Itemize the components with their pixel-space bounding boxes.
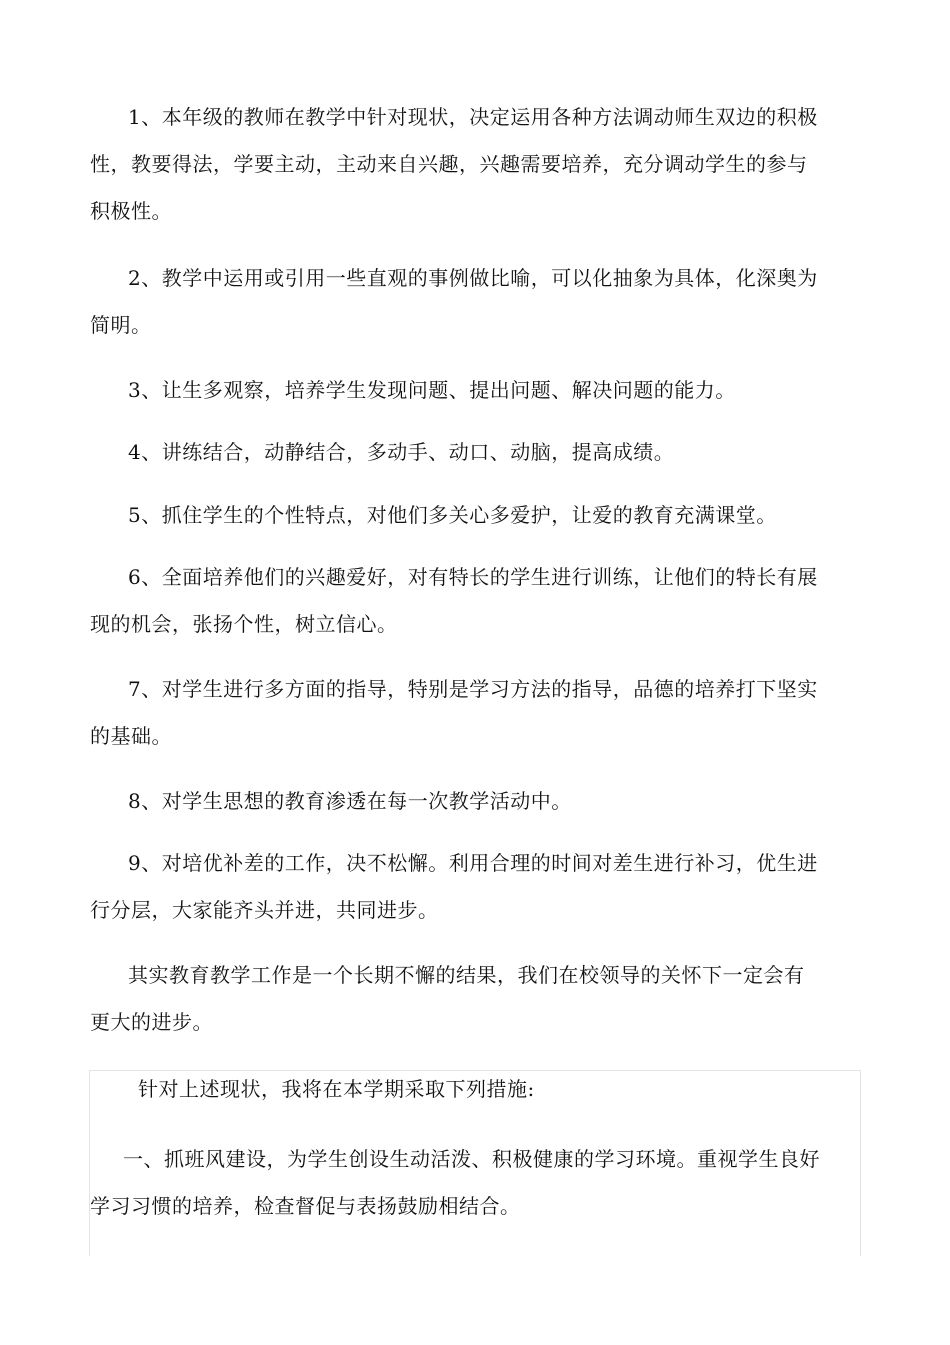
measures-box: [89, 1070, 861, 1256]
paragraph-2: 2、教学中运用或引用一些直观的事例做比喻，可以化抽象为具体，化深奥为简明。: [90, 266, 818, 337]
paragraph-6: 6、全面培养他们的兴趣爱好，对有特长的学生进行训练，让他们的特长有展现的机会，张扬个性，树立信心。: [90, 565, 818, 636]
paragraph-5: 5、抓住学生的个性特点，对他们多关心多爱护，让爱的教育充满课堂。: [128, 503, 777, 527]
measure-item-1: 一、抓班风建设，为学生创设生动活泼、积极健康的学习环境。重视学生良好学习习惯的培养，检查督促与表扬鼓励相结合。: [90, 1147, 820, 1218]
paragraph-3: 3、让生多观察，培养学生发现问题、提出问题、解决问题的能力。: [128, 378, 736, 402]
paragraph-8: 8、对学生思想的教育渗透在每一次教学活动中。: [128, 789, 572, 813]
paragraph-1: 1、本年级的教师在教学中针对现状，决定运用各种方法调动师生双边的积极性，教要得法，学要主动，主动来自兴趣，兴趣需要培养，充分调动学生的参与积极性。: [90, 105, 818, 223]
paragraph-7: 7、对学生进行多方面的指导，特别是学习方法的指导，品德的培养打下坚实的基础。: [90, 677, 818, 748]
paragraph-4: 4、讲练结合，动静结合，多动手、动口、动脑，提高成绩。: [128, 440, 675, 464]
measures-intro: 针对上述现状，我将在本学期采取下列措施:: [138, 1077, 535, 1101]
paragraph-closing: 其实教育教学工作是一个长期不懈的结果，我们在校领导的关怀下一定会有更大的进步。: [90, 963, 805, 1034]
paragraph-9: 9、对培优补差的工作，决不松懈。利用合理的时间对差生进行补习，优生进行分层，大家能齐头并进，共同进步。: [90, 851, 818, 922]
